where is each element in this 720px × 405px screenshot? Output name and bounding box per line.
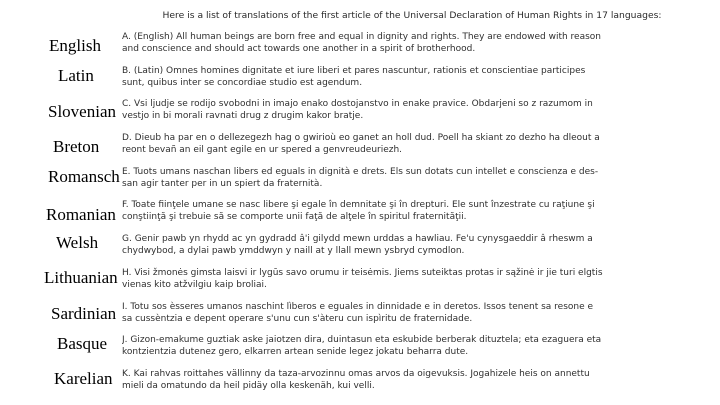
translation-line: chydwybod, a dylai pawb ymddwyn y naill at y llall mewn ysbryd cymodlon. xyxy=(122,246,465,256)
translation-line: G. Genir pawb yn rhydd ac yn gydradd â'i gilydd mewn urddas a hawliau. Fe'u cynysgaeddir â rheswm a xyxy=(122,234,593,244)
translation-line: sa cussèntzia e depent operare s'unu cun s'àteru cun ispìritu de fraternidade. xyxy=(122,314,473,324)
translation-line: A. (English) All human beings are born free and equal in dignity and rights. They are endowed with reason xyxy=(122,32,602,42)
language-label-basque: Basque xyxy=(57,334,108,353)
translation-entry-latin xyxy=(122,65,714,89)
translation-line: san agir tanter per in un spiert da fraternità. xyxy=(122,179,323,189)
translation-entry-karelian xyxy=(122,368,714,392)
translation-line: D. Dieub ha par en o dellezegezh hag o gwirioù eo ganet an holl dud. Poell ha skiant zo dezho ha dleout a xyxy=(122,133,600,143)
translation-line: conştiinţă şi trebuie să se comporte unii faţă de alţele în spiritul fraternităţii. xyxy=(122,212,467,222)
translation-line: vestjo in bi morali ravnati drug z drugim kakor bratje. xyxy=(122,111,364,121)
translation-entry-romansch xyxy=(122,166,714,190)
translation-line: vienas kito atžvilgiu kaip broliai. xyxy=(122,280,267,290)
language-label-sardinian: Sardinian xyxy=(51,304,117,323)
language-label-karelian: Karelian xyxy=(54,369,113,388)
language-label-latin: Latin xyxy=(58,66,94,85)
translation-line: kontzientzia dutenez gero, elkarren artean senide legez jokatu beharra dute. xyxy=(122,347,469,357)
translation-entry-english xyxy=(122,31,714,55)
translation-line: C. Vsi ljudje se rodijo svobodni in imajo enako dostojanstvo in enake pravice. Obdarjeni so z razumom in xyxy=(122,99,593,109)
language-label-breton: Breton xyxy=(53,137,100,156)
translation-line: E. Tuots umans naschan libers ed eguals in dignità e drets. Els sun dotats cun intellet e conscienza e des- xyxy=(122,167,599,177)
translation-entry-basque xyxy=(122,334,714,358)
translation-entry-welsh xyxy=(122,233,714,257)
language-label-slovenian: Slovenian xyxy=(48,102,116,121)
translation-line: F. Toate fiinţele umane se nasc libere şi egale în demnitate şi în drepturi. Ele sunt înzestrate cu raţiune şi xyxy=(122,200,595,210)
translation-line: mieli da omatundo da heil pidäy olla keskenäh, kui velli. xyxy=(122,381,375,391)
language-label-english: English xyxy=(49,36,101,55)
translation-entry-lithuanian xyxy=(122,267,714,291)
translation-line: K. Kai rahvas roittahes vällinny da taza-arvozinnu omas arvos da oigevuksis. Jogahizele heis on annettu xyxy=(122,369,590,379)
translation-entry-romanian xyxy=(122,199,714,223)
translation-entry-breton xyxy=(122,132,714,156)
language-label-lithuanian: Lithuanian xyxy=(44,268,118,287)
translation-line: reont bevañ an eil gant egile en ur spered a genvreudeuriezh. xyxy=(122,145,403,155)
translation-line: I. Totu sos èsseres umanos naschint lìberos e eguales in dinnidade e in deretos. Issos tenent sa resone e xyxy=(122,302,594,312)
translation-line: sunt, quibus inter se concordiae studio est agendum. xyxy=(122,78,363,88)
translation-entry-sardinian xyxy=(122,301,714,325)
language-label-welsh: Welsh xyxy=(56,233,99,252)
language-label-romanian: Romanian xyxy=(46,205,116,224)
translation-entry-slovenian xyxy=(122,98,714,122)
translation-line: and conscience and should act towards one another in a spirit of brotherhood. xyxy=(122,44,476,54)
language-label-romansch: Romansch xyxy=(48,167,120,186)
translation-line: J. Gizon-emakume guztiak aske jaiotzen dira, duintasun eta eskubide berberak dituztela; eta ezaguera eta xyxy=(122,335,602,345)
list-heading: Here is a list of translations of the first article of the Universal Declaration of Human Rights in 17 languages: xyxy=(162,10,662,21)
translation-line: B. (Latin) Omnes homines dignitate et iure liberi et pares nascuntur, rationis et conscientiae participes xyxy=(122,66,586,76)
translation-line: H. Visi žmonės gimsta laisvi ir lygūs savo orumu ir teisėmis. Jiems suteiktas protas ir sąžinė ir jie turi elgtis xyxy=(122,268,603,278)
